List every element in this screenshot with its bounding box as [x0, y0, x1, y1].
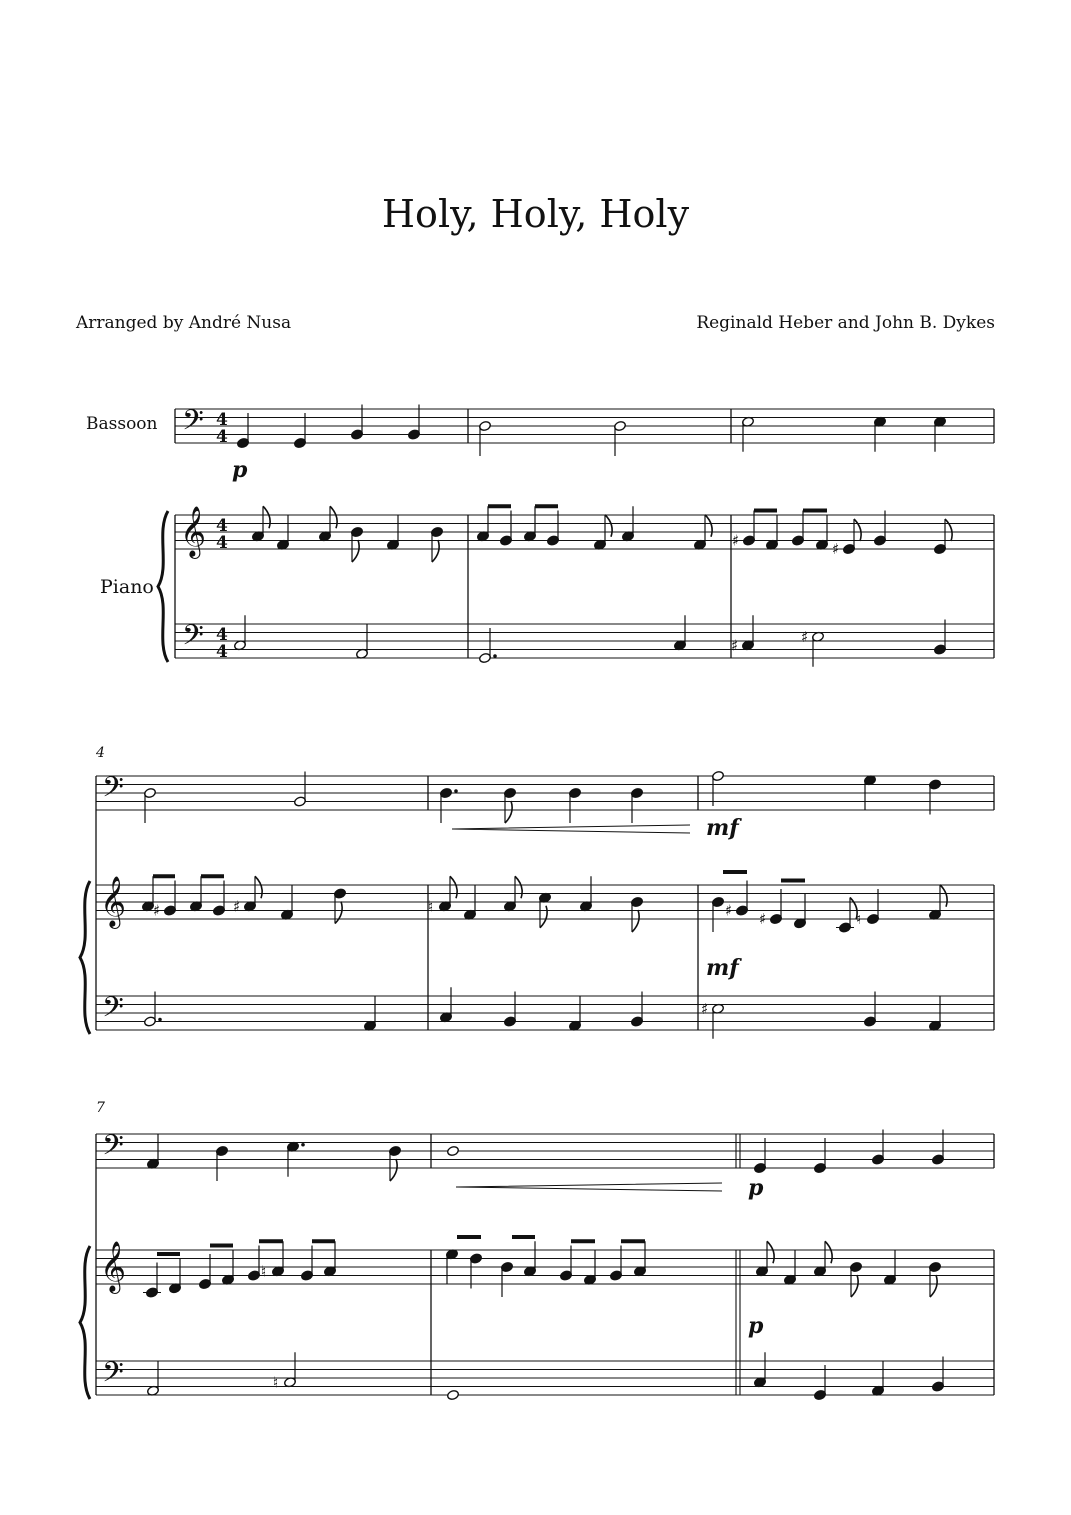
time-signature-top: 4	[216, 516, 228, 536]
note-flag	[540, 906, 547, 928]
note-flag	[605, 515, 612, 537]
sharp-icon: ♯	[701, 999, 709, 1018]
time-signature-bottom: 4	[216, 533, 228, 553]
note-flag	[390, 1159, 397, 1181]
arranger-credit: Arranged by André Nusa	[76, 313, 292, 333]
decrescendo-hairpin	[456, 1183, 722, 1191]
note-flag	[705, 515, 712, 537]
bass-clef-icon: 𝄢	[182, 404, 204, 444]
time-signature-top: 4	[216, 410, 228, 430]
sharp-icon: ♯	[801, 627, 809, 646]
augmentation-dot	[301, 1143, 305, 1147]
dynamic-piano-3: p	[748, 1313, 764, 1339]
note-flag	[930, 1275, 937, 1297]
bass-clef-icon: 𝄢	[182, 619, 204, 659]
note-flag	[825, 1241, 832, 1263]
note-flag	[432, 540, 439, 562]
note-flag	[767, 1241, 774, 1263]
bassoon-label: Bassoon	[86, 414, 158, 434]
note-head	[447, 1389, 460, 1400]
augmentation-dot	[158, 1018, 162, 1022]
note-flag	[263, 506, 270, 528]
dynamic-bassoon-3: p	[748, 1175, 764, 1201]
note-flag	[352, 540, 359, 562]
sharp-icon: ♯	[759, 910, 767, 928]
sharp-icon: ♯	[732, 531, 740, 550]
bass-clef-icon: 𝄢	[102, 1129, 124, 1169]
bass-clef-icon: 𝄢	[102, 1356, 124, 1396]
note-flag	[335, 902, 342, 924]
note-flag	[945, 519, 952, 541]
dynamic-bassoon-1: p	[232, 457, 248, 483]
dynamic-piano-2: mf	[706, 955, 739, 981]
natural-icon: ♮	[856, 910, 862, 928]
page-title: Holy, Holy, Holy	[381, 192, 690, 236]
sharp-icon: ♯	[153, 901, 161, 920]
augmentation-dot	[493, 654, 497, 658]
time-signature-bottom: 4	[216, 642, 228, 662]
treble-clef-icon: 𝄞	[100, 1241, 127, 1292]
natural-icon: ♮	[428, 897, 434, 916]
note-flag	[450, 876, 457, 898]
dynamic-bassoon-2: mf	[706, 815, 739, 841]
time-signature-bottom: 4	[216, 427, 228, 447]
sharp-icon: ♯	[731, 636, 739, 655]
piano-brace	[80, 881, 90, 1034]
note-flag	[940, 885, 947, 907]
note-flag	[505, 801, 512, 823]
composer-credit: Reginald Heber and John B. Dykes	[696, 313, 995, 333]
natural-icon: ♮	[273, 1373, 279, 1392]
bass-clef-icon: 𝄢	[102, 991, 124, 1031]
note-flag	[330, 506, 337, 528]
sharp-icon: ♯	[725, 901, 733, 920]
measure-number-7: 7	[96, 1100, 105, 1116]
natural-icon: ♮	[261, 1262, 267, 1281]
note-head	[447, 1145, 460, 1156]
note-flag	[515, 876, 522, 898]
bass-clef-icon: 𝄢	[102, 771, 124, 811]
treble-clef-icon: 𝄞	[180, 506, 207, 557]
augmentation-dot	[454, 789, 458, 793]
measure-number-4: 4	[96, 745, 105, 761]
note-flag	[632, 910, 639, 932]
sharp-icon: ♯	[233, 897, 241, 916]
piano-label: Piano	[100, 576, 154, 598]
note-flag	[851, 1275, 858, 1297]
piano-brace	[80, 1246, 90, 1399]
decrescendo-hairpin	[452, 825, 690, 833]
note-flag	[255, 876, 262, 898]
treble-clef-icon: 𝄞	[100, 876, 127, 927]
piano-brace	[158, 511, 168, 662]
sharp-icon: ♯	[832, 540, 840, 558]
time-signature-top: 4	[216, 625, 228, 645]
note-flag	[854, 519, 861, 541]
